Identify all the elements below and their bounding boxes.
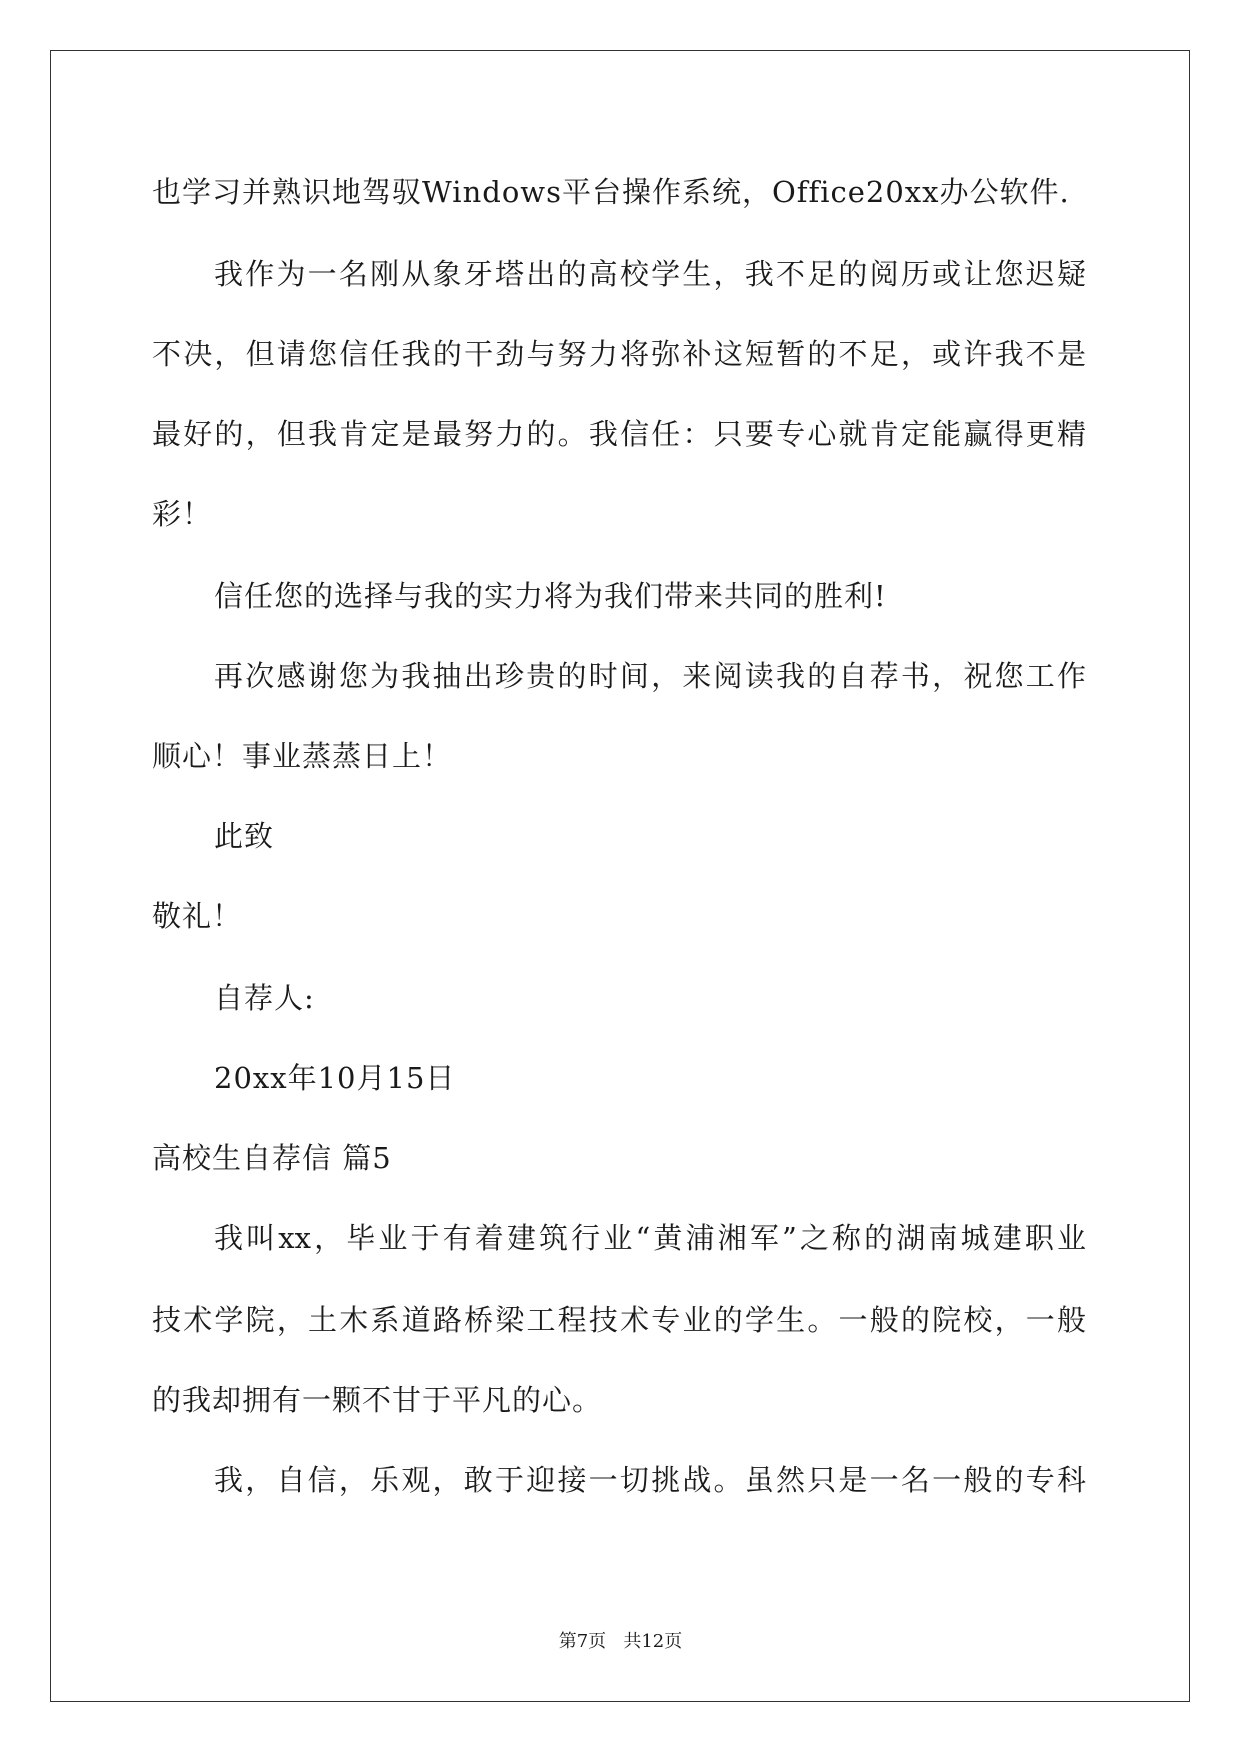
page-border — [50, 50, 1190, 1702]
text-line: 技术学院，土木系道路桥梁工程技术专业的学生。一般的院校，一般 — [152, 1303, 1086, 1337]
text-line: 的我却拥有一颗不甘于平凡的心。 — [152, 1383, 603, 1417]
page-number-footer: 第7页 共12页 — [558, 1631, 683, 1652]
text-line: 再次感谢您为我抽出珍贵的时间，来阅读我的自荐书，祝您工作 — [214, 659, 1086, 693]
section-heading: 高校生自荐信 篇5 — [152, 1141, 392, 1175]
text-line: 敬礼！ — [152, 899, 243, 933]
text-line: 我，自信，乐观，敢于迎接一切挑战。虽然只是一名一般的专科 — [214, 1463, 1086, 1497]
text-line: 顺心！事业蒸蒸日上！ — [152, 739, 453, 773]
text-line: 彩！ — [152, 497, 213, 531]
text-line: 20xx年10月15日 — [214, 1061, 456, 1095]
text-line: 信任您的选择与我的实力将为我们带来共同的胜利! — [214, 579, 887, 613]
text-line: 不决，但请您信任我的干劲与努力将弥补这短暂的不足，或许我不是 — [152, 337, 1086, 371]
text-line: 最好的，但我肯定是最努力的。我信任：只要专心就肯定能赢得更精 — [152, 417, 1086, 451]
text-line: 我作为一名刚从象牙塔出的高校学生，我不足的阅历或让您迟疑 — [214, 257, 1086, 291]
text-line: 也学习并熟识地驾驭Windows平台操作系统，Office20xx办公软件. — [152, 175, 1070, 209]
text-line: 我叫xx，毕业于有着建筑行业“黄浦湘军”之称的湖南城建职业 — [214, 1221, 1086, 1255]
text-line: 自荐人: — [214, 981, 315, 1015]
text-line: 此致 — [214, 819, 275, 853]
